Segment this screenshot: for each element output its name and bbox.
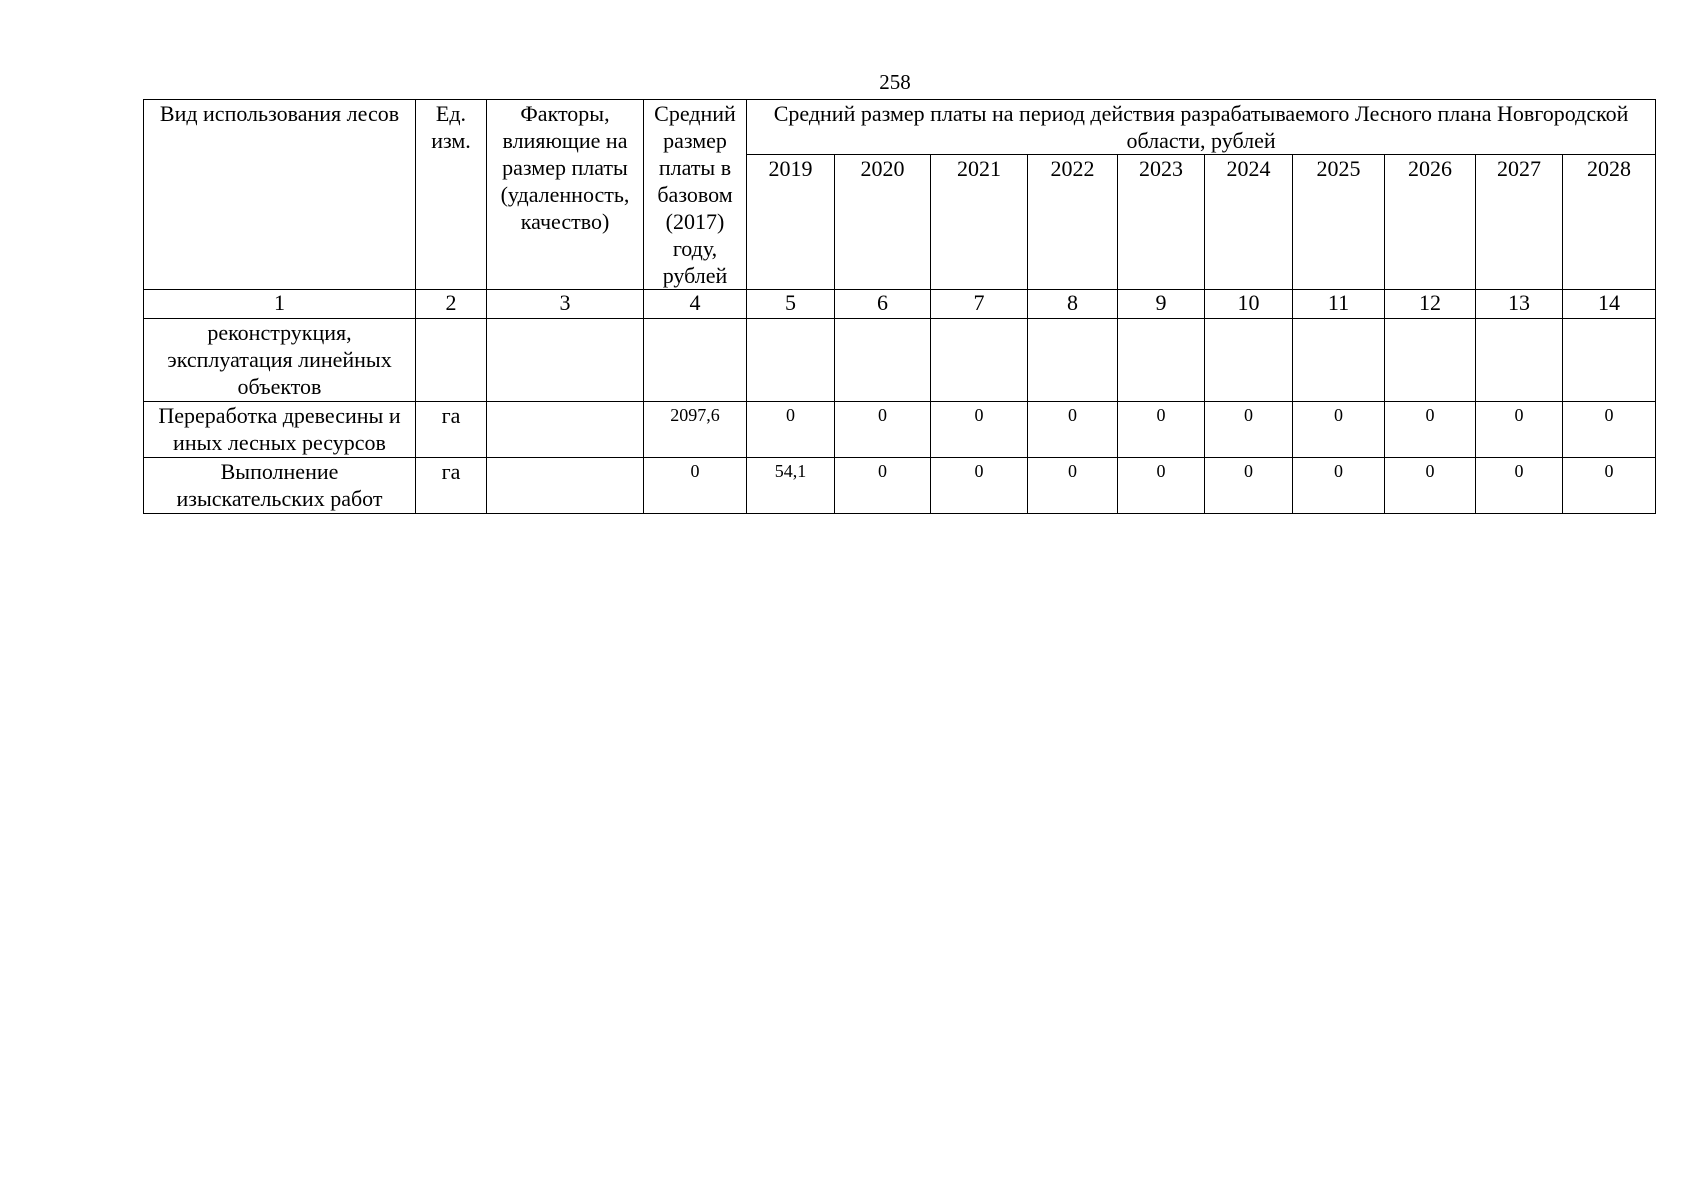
row-factors [487,319,644,402]
row-value: 0 [1205,458,1293,514]
row-value: 0 [931,402,1028,458]
row-value: 0 [1028,402,1118,458]
row-value: 0 [1118,402,1205,458]
column-number: 9 [1118,290,1205,319]
row-value: 0 [1385,402,1476,458]
header-base-year-fee: Средний размер платы в базовом (2017) году, рублей [644,100,747,290]
row-value: 0 [1476,458,1563,514]
row-value [1385,319,1476,402]
table-row [144,319,1656,402]
row-value [1563,319,1656,402]
row-unit: га [416,402,487,458]
row-unit [416,319,487,402]
column-number: 14 [1563,290,1656,319]
row-value: 0 [1293,402,1385,458]
row-value: 0 [1028,458,1118,514]
row-value: 0 [931,458,1028,514]
header-row-top [144,100,1656,155]
column-number: 1 [144,290,416,319]
row-value: 0 [1476,402,1563,458]
row-value [1118,319,1205,402]
row-value: 0 [1118,458,1205,514]
header-year: 2022 [1028,155,1118,290]
row-unit: га [416,458,487,514]
header-year: 2025 [1293,155,1385,290]
page-number: 258 [879,70,911,94]
header-unit: Ед. изм. [416,100,487,290]
column-number: 13 [1476,290,1563,319]
row-value [747,319,835,402]
header-year: 2019 [747,155,835,290]
row-value: 0 [1563,402,1656,458]
row-base-fee: 2097,6 [644,402,747,458]
header-year: 2026 [1385,155,1476,290]
header-year: 2024 [1205,155,1293,290]
row-value [1476,319,1563,402]
row-value: 0 [835,402,931,458]
row-value: 54,1 [747,458,835,514]
row-value [1028,319,1118,402]
header-year: 2023 [1118,155,1205,290]
column-number: 8 [1028,290,1118,319]
row-value [1293,319,1385,402]
column-number: 3 [487,290,644,319]
header-year: 2021 [931,155,1028,290]
row-value: 0 [1205,402,1293,458]
row-value: 0 [747,402,835,458]
table-row [144,458,1656,514]
row-base-fee: 0 [644,458,747,514]
row-value: 0 [835,458,931,514]
column-number-row [144,290,1656,319]
row-base-fee [644,319,747,402]
row-value: 0 [1293,458,1385,514]
row-name: Переработка древесины и иных лесных ресурсов [144,402,416,458]
column-number: 7 [931,290,1028,319]
row-value: 0 [1385,458,1476,514]
header-year: 2028 [1563,155,1656,290]
column-number: 12 [1385,290,1476,319]
header-factors: Факторы, влияющие на размер платы (удаленность, качество) [487,100,644,290]
table-row [144,402,1656,458]
column-number: 4 [644,290,747,319]
row-name: реконструкция, эксплуатация линейных объектов [144,319,416,402]
column-number: 5 [747,290,835,319]
row-factors [487,458,644,514]
header-year: 2027 [1476,155,1563,290]
row-value: 0 [1563,458,1656,514]
column-number: 2 [416,290,487,319]
row-name: Выполнение изыскательских работ [144,458,416,514]
row-factors [487,402,644,458]
header-period-group: Средний размер платы на период действия разрабатываемого Лесного плана Новгородской области, рублей [747,100,1656,155]
column-number: 11 [1293,290,1385,319]
header-forest-use-type: Вид использования лесов [144,100,416,290]
row-value [835,319,931,402]
forest-fee-table [143,99,1656,514]
column-number: 10 [1205,290,1293,319]
row-value [1205,319,1293,402]
header-year: 2020 [835,155,931,290]
column-number: 6 [835,290,931,319]
row-value [931,319,1028,402]
